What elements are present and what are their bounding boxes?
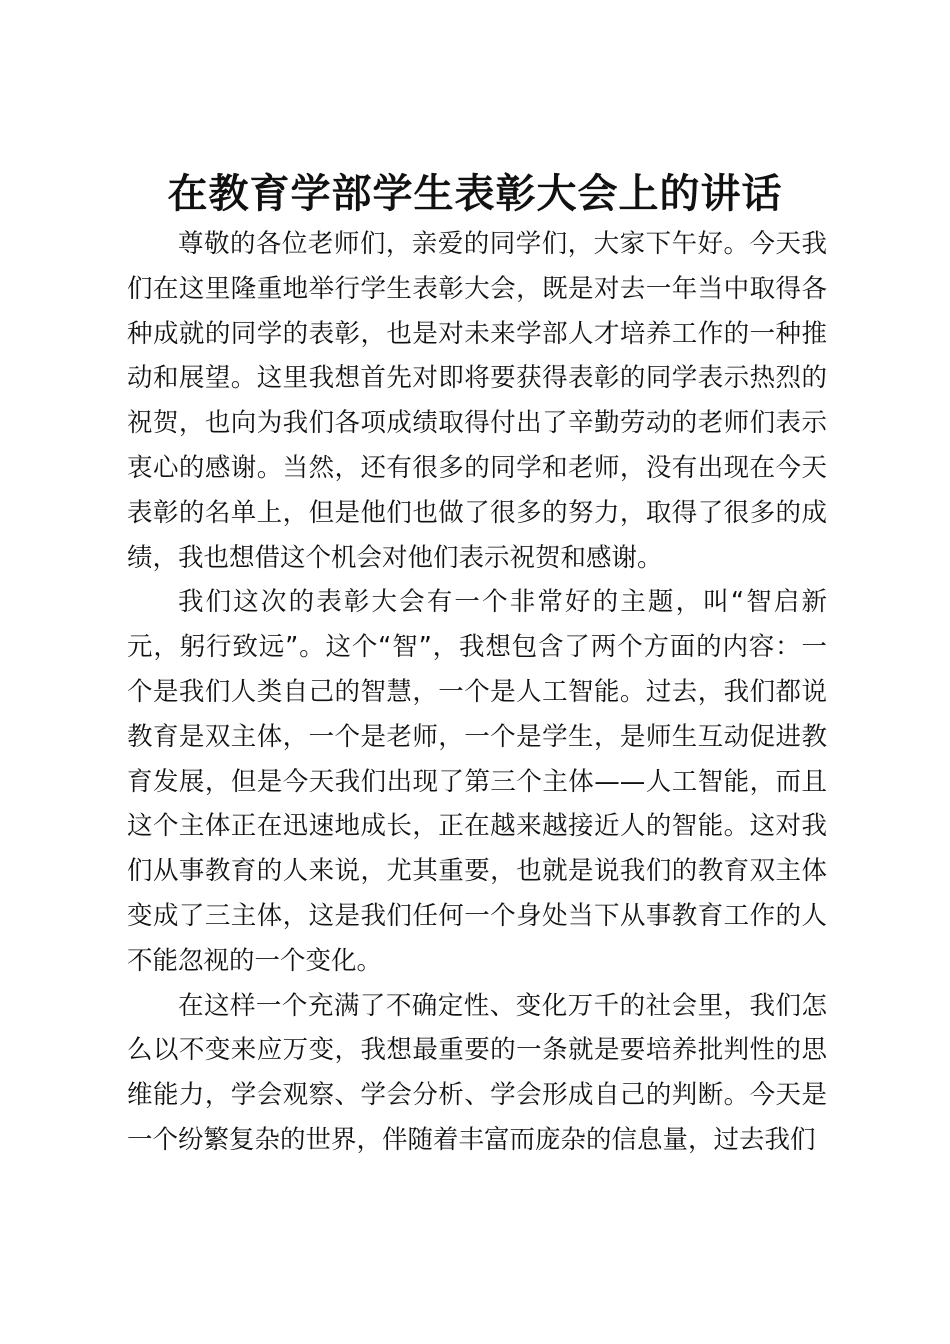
paragraph-2: 我们这次的表彰大会有一个非常好的主题，叫“智启新元，躬行致远”。这个“智”，我想包含了两个方面的内容：一个是我们人类自己的智慧，一个是人工智能。过去，我们都说教育是双主体，一个是老师，一个是学生，是师生互动促进教育发展，但是今天我们出现了第三个主体——人工智能，而且这个主体正在迅速地成长，正在越来越接近人的智能。这对我们从事教育的人来说，尤其重要，也就是说我们的教育双主体变成了三主体，这是我们任何一个身处当下从事教育工作的人不能忽视的一个变化。 [127,587,827,976]
paragraph-3: 在这样一个充满了不确定性、变化万千的社会里，我们怎么以不变来应万变，我想最重要的一条就是要培养批判性的思维能力，学会观察、学会分析、学会形成自己的判断。今天是一个纷繁复杂的世界，伴随着丰富而庞杂的信息量，过去我们 [127,990,827,1155]
document-title: 在教育学部学生表彰大会上的讲话 [167,171,783,217]
document-body [127,222,827,1163]
paragraph-1: 尊敬的各位老师们，亲爱的同学们，大家下午好。今天我们在这里隆重地举行学生表彰大会，既是对去一年当中取得各种成就的同学的表彰，也是对未来学部人才培养工作的一种推动和展望。这里我想首先对即将要获得表彰的同学表示热烈的祝贺，也向为我们各项成绩取得付出了辛勤劳动的老师们表示衷心的感谢。当然，还有很多的同学和老师，没有出现在今天表彰的名单上，但是他们也做了很多的努力，取得了很多的成绩，我也想借这个机会对他们表示祝贺和感谢。 [127,229,827,573]
